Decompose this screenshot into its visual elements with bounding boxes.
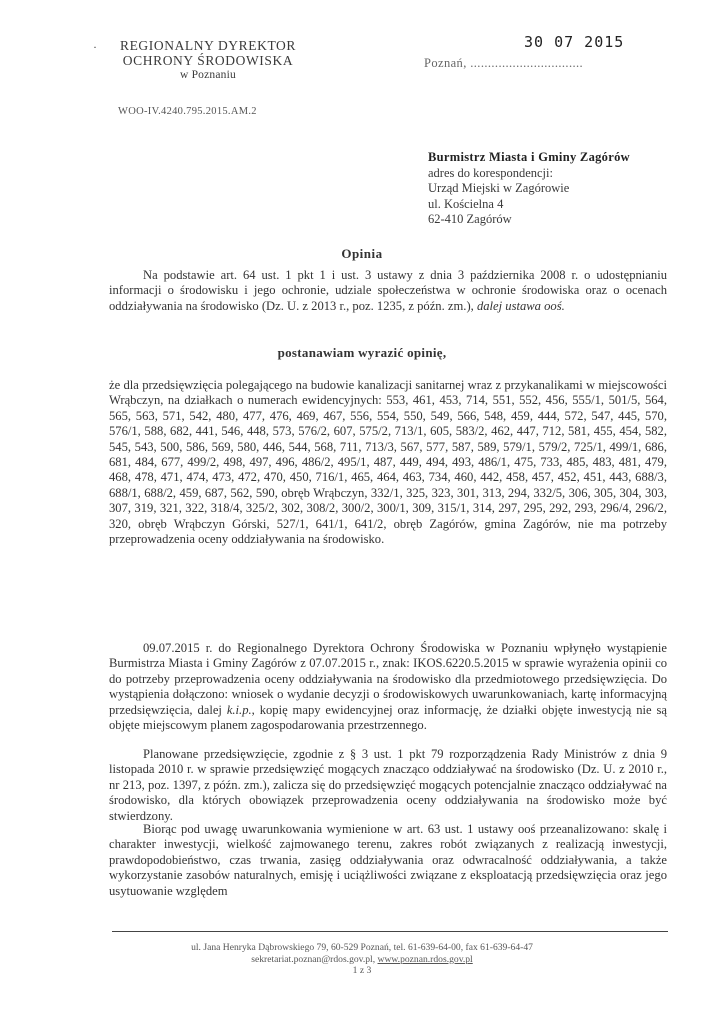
addressee-line-3: ul. Kościelna 4: [428, 196, 504, 211]
footer-email[interactable]: sekretariat.poznan@rdos.gov.pl,: [251, 953, 376, 965]
decision-text: że dla przedsięwzięcia polegającego na budowie kanalizacji sanitarnej wraz z przykanalikami w miejscowości Wrąbczyn, na działkach o numerach ewidencyjnych: 553, 461, 453, 714, 551, 552, 456, 555/1, 501/5, 564, 565, 563, 571, 542, 480, 477, 476, 469, 467, 556, 554, 550, 549, 566, 548, 459, 444, 572, 547, 445, 570, 576/1, 588, 682, 441, 546, 448, 573, 576/2, 607, 575/2, 713/1, 605, 583/2, 462, 447, 712, 581, 455, 454, 582, 545, 543, 500, 586, 569, 580, 446, 544, 568, 711, 713/3, 567, 577, 587, 589, 579/1, 579/2, 725/1, 499/1, 686, 681, 484, 677, 499/2, 498, 497, 496, 486/2, 495/1, 487, 449, 494, 493, 486/1, 475, 733, 485, 483, 481, 479, 468, 478, 471, 474, 473, 472, 470, 450, 716/1, 465, 464, 463, 734, 460, 442, 458, 457, 452, 451, 443, 688/3, 688/1, 688/2, 459, 687, 562, 590, obręb Wrąbczyn, 332/1, 325, 323, 301, 313, 294, 332/5, 306, 305, 304, 303, 307, 319, 321, 322, 318/4, 325/2, 302, 308/2, 300/2, 300/1, 309, 315/1, 314, 297, 295, 292, 293, 296/4, 296/2, 320, obręb Wrąbczyn Górski, 527/1, 641/1, 641/2, obręb Zagórów, gmina Zagórów, nie ma potrzeby przeprowadzenia oceny oddziaływania na środowisko.: [109, 378, 667, 547]
classification-text: Planowane przedsięwzięcie, zgodnie z § 3 ust. 1 pkt 79 rozporządzenia Rady Ministrów z dnia 9 listopada 2010 r. w sprawie przedsięwzięć mogących znacząco oddziaływać na środowisko (Dz. U. z 2010 r., nr 213, poz. 1397, z późn. zm.), zalicza się do przedsięwzięć mogących potencjalnie znacząco oddziaływać na środowisko, dla których obowiązek przeprowadzenia oceny oddziaływania na środowisko może być stwierdzony.: [109, 747, 667, 823]
addressee-name: Burmistrz Miasta i Gminy Zagórów: [428, 150, 630, 164]
addressee-line-4: 62-410 Zagórów: [428, 212, 512, 226]
addressee-block: [428, 150, 630, 228]
footer-divider: [112, 931, 668, 932]
addressee-line-1: adres do korespondencji:: [428, 165, 553, 180]
decision-paragraph: [109, 378, 667, 547]
authority-line-1: REGIONALNY DYREKTOR: [119, 38, 297, 53]
addressee-line-2: Urząd Miejski w Zagórowie: [428, 181, 570, 195]
page-number: 1 z 3: [352, 965, 372, 976]
footer: [0, 942, 724, 977]
legal-basis-paragraph: [109, 268, 667, 314]
decision-heading: postanawiam wyrazić opinię,: [277, 345, 447, 360]
document-title: Opinia: [341, 246, 383, 261]
legal-basis-abbrev: dalej ustawa ooś.: [476, 298, 565, 313]
legal-basis-text: Na podstawie art. 64 ust. 1 pkt 1 i ust. 3 ustawy z dnia 3 października 2008 r. o udostępnianiu informacji o środowisku i jego ochronie, udziale społeczeństwa w ochronie środowiska oraz o ocenach oddziaływania na środowisko (Dz. U. z 2013 r., poz. 1235, z późn. zm.),: [109, 268, 667, 313]
place-date-line: Poznań, ................................: [424, 56, 584, 70]
authority-header: [88, 38, 328, 83]
request-text-end: , kopię mapy ewidencyjnej oraz informację, że działki objęte inwestycją nie są objęte miejscowym planem zagospodarowania przestrzennego.: [109, 702, 667, 733]
kip-abbrev: k.i.p.: [226, 702, 252, 717]
analysis-text: Biorąc pod uwagę uwarunkowania wymienione w art. 63 ust. 1 ustawy ooś przeanalizowano: skalę i charakter inwestycji, wielkość zajmowanego terenu, zakres robót związanych z realizacją inwestycji, prawdopodobieństwo, czas trwania, zasięg oddziaływania oraz odwracalność oddziaływania, a także wykorzystanie zasobów naturalnych, emisję i uciążliwości związane z eksploatacją przedsięwzięcia oraz jego usytuowanie względem: [109, 822, 667, 898]
case-reference: WOO-IV.4240.795.2015.AM.2: [118, 106, 257, 117]
classification-paragraph: [109, 747, 667, 824]
header-bullet: ·: [93, 40, 97, 54]
request-text: 09.07.2015 r. do Regionalnego Dyrektora Ochrony Środowiska w Poznaniu wpłynęło wystąpienie Burmistrza Miasta i Gminy Zagórów z 07.07.2015 r., znak: IKOS.6220.5.2015 w sprawie wyrażenia opinii co do potrzeby przeprowadzenia oceny oddziaływania na środowisko dla przedmiotowego przedsięwzięcia. Do wystąpienia dołączono: wniosek o wydanie decyzji o środowiskowych uwarunkowaniach, kartę informacyjną przedsięwzięcia, dalej: [109, 641, 667, 717]
analysis-paragraph: [109, 822, 667, 899]
date-stamp: 30 07 2015: [524, 33, 625, 51]
authority-line-2: OCHRONY ŚRODOWISKA: [122, 53, 294, 68]
authority-line-3: w Poznaniu: [180, 69, 236, 81]
request-paragraph: [109, 641, 667, 733]
footer-address: ul. Jana Henryka Dąbrowskiego 79, 60-529 Poznań, tel. 61-639-64-00, fax 61-639-64-47: [191, 942, 533, 953]
footer-website-link[interactable]: www.poznan.rdos.gov.pl: [377, 953, 473, 965]
footer-contact: [0, 954, 724, 966]
